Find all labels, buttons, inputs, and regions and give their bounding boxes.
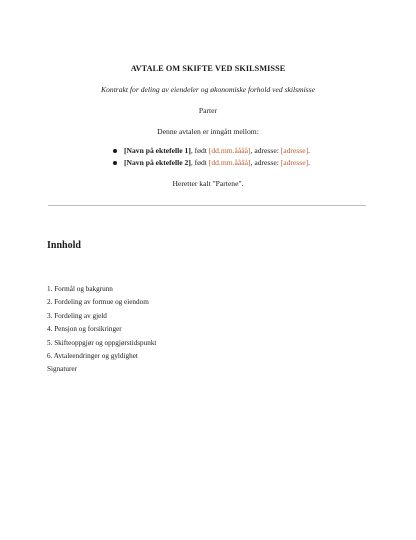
party-item-2	[112, 157, 310, 169]
document-title: AVTALE OM SKIFTE VED SKILSMISSE	[130, 64, 286, 73]
party-name: [Navn på ektefelle 2]	[124, 158, 191, 167]
intro-text: Denne avtalen er inngått mellom:	[157, 127, 259, 136]
born-label: , født	[190, 146, 209, 155]
toc-item[interactable]: 4. Pensjon og forsikringer	[47, 325, 122, 334]
toc-item[interactable]: 2. Fordeling av formue og eiendom	[47, 298, 149, 307]
section-divider	[48, 205, 366, 206]
toc-item[interactable]: 3. Fordeling av gjeld	[47, 311, 107, 320]
toc-list	[47, 283, 156, 377]
born-placeholder: [dd.mm.åååå]	[208, 146, 251, 155]
toc-item[interactable]: 1. Formål og bakgrunn	[47, 285, 113, 293]
hereafter-text: Heretter kalt "Partene".	[172, 179, 244, 188]
parties-heading: Parter	[198, 106, 218, 115]
document-subtitle: Kontrakt for deling av eiendeler og økonomiske forhold ved skilsmisse	[101, 85, 315, 94]
born-placeholder: [dd.mm.åååå]	[208, 158, 251, 167]
address-placeholder: [adresse]	[280, 158, 309, 167]
bullet-icon	[113, 149, 117, 153]
address-placeholder: [adresse]	[280, 146, 309, 155]
party-end: .	[308, 158, 311, 167]
address-label: , adresse:	[250, 146, 281, 155]
party-name: [Navn på ektefelle 1]	[124, 146, 191, 155]
party-end: .	[308, 146, 311, 155]
toc-heading: Innhold	[47, 240, 81, 251]
toc-item[interactable]: 5. Skifteoppgjør og oppgjørstidspunkt	[47, 338, 157, 347]
toc-item[interactable]: Signaturer	[47, 365, 77, 374]
born-label: , født	[190, 158, 209, 167]
party-item-1	[112, 145, 310, 157]
toc-item[interactable]: 6. Avtaleendringer og gyldighet	[47, 351, 138, 360]
party-list	[112, 145, 310, 169]
address-label: , adresse:	[250, 158, 281, 167]
bullet-icon	[113, 161, 117, 165]
